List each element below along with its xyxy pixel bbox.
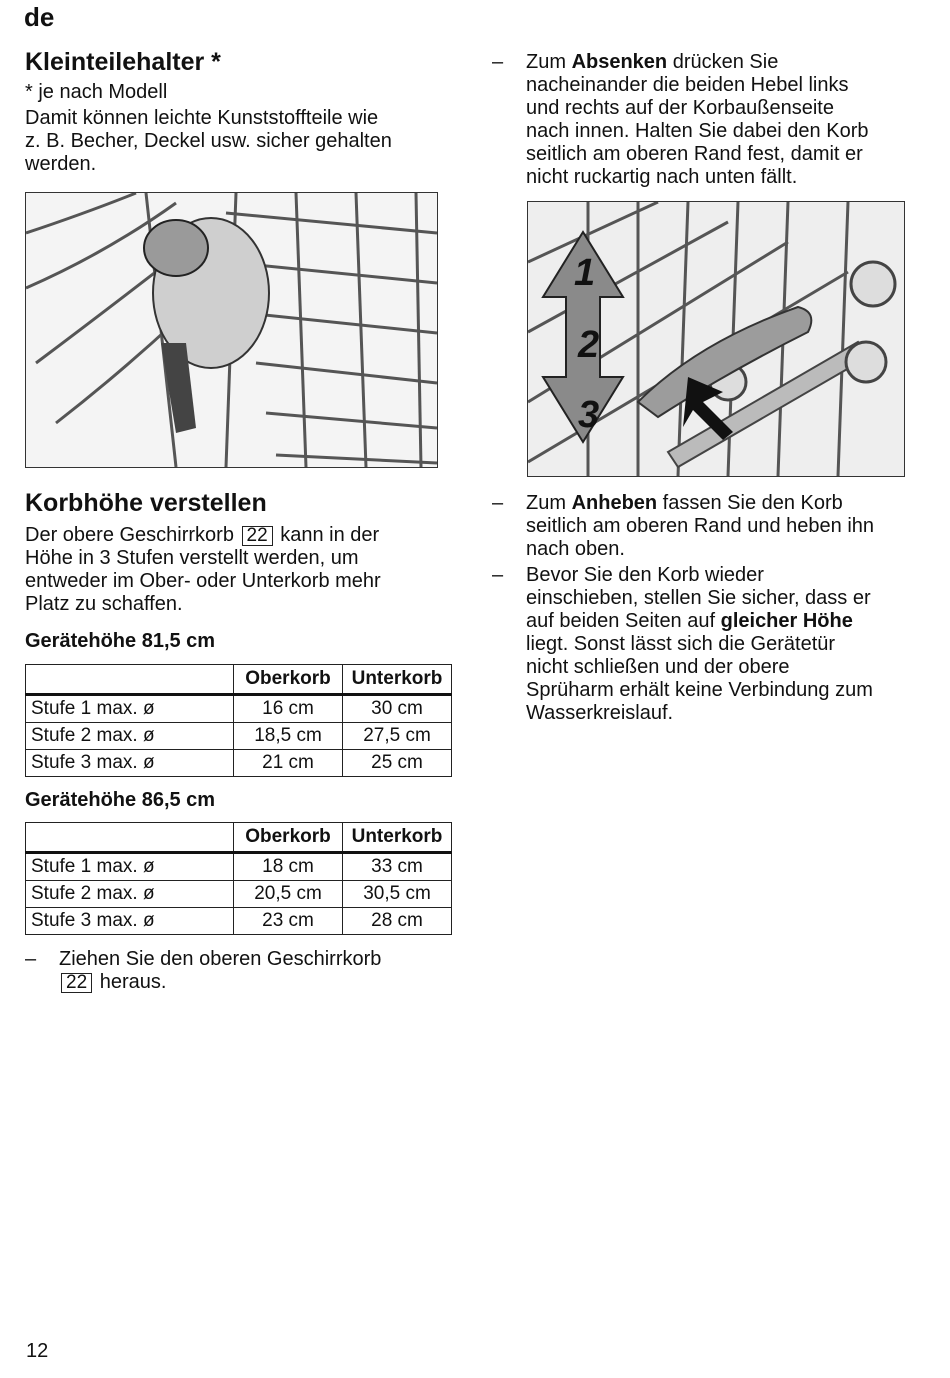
- table-header-cell: [26, 823, 234, 853]
- table-header-cell: Oberkorb: [234, 665, 343, 695]
- illustration-small-parts-holder: [25, 192, 438, 468]
- table-cell: 30,5 cm: [343, 881, 452, 908]
- text-run: Ziehen Sie den oberen Geschirrkorb: [59, 948, 382, 970]
- dash-bullet: –: [492, 51, 504, 73]
- description-line: werden.: [25, 153, 97, 175]
- text-run: nach oben.: [526, 538, 625, 560]
- page-number: 12: [26, 1340, 49, 1362]
- table-row: [26, 695, 452, 723]
- description-line: Damit können leichte Kunststoffteile wie: [25, 107, 379, 129]
- description-line: z. B. Becher, Deckel usw. sicher gehalten: [25, 130, 392, 152]
- model-note: * je nach Modell: [25, 81, 168, 103]
- list-item: [492, 564, 932, 725]
- text-run: liegt. Sonst lässt sich die Gerätetür: [526, 633, 836, 655]
- instruction-lower-basket: [492, 51, 922, 189]
- table-header-row: [26, 823, 452, 853]
- list-item: [25, 948, 465, 994]
- table-row: [26, 908, 452, 935]
- text-run: Zum: [526, 492, 572, 514]
- table-cell: 28 cm: [343, 908, 452, 935]
- text-run: Der obere Geschirrkorb: [25, 524, 240, 546]
- text-run: nach innen. Halten Sie dabei den Korb: [526, 120, 869, 142]
- table-row: [26, 853, 452, 881]
- step-label: 1: [574, 252, 596, 294]
- table-cell: Stufe 2 max. ø: [26, 723, 234, 750]
- basket-cup-drawing: [26, 193, 437, 467]
- table-cell: 25 cm: [343, 750, 452, 777]
- table-title: Gerätehöhe 81,5 cm: [25, 630, 216, 652]
- table-cell: 27,5 cm: [343, 723, 452, 750]
- table-cell: 16 cm: [234, 695, 343, 723]
- text-run: seitlich am oberen Rand fest, damit er: [526, 143, 863, 165]
- table-title: Gerätehöhe 86,5 cm: [25, 789, 216, 811]
- table-cell: 21 cm: [234, 750, 343, 777]
- description-line: entweder im Ober- oder Unterkorb mehr: [25, 570, 381, 592]
- table-header-cell: Oberkorb: [234, 823, 343, 853]
- bold-term: gleicher Höhe: [720, 610, 853, 632]
- table-cell: 20,5 cm: [234, 881, 343, 908]
- table-cell: Stufe 2 max. ø: [26, 881, 234, 908]
- text-run: nicht schließen und der obere: [526, 656, 790, 678]
- list-item: [492, 51, 922, 189]
- table-cell: Stufe 3 max. ø: [26, 908, 234, 935]
- table-header-cell: Unterkorb: [343, 665, 452, 695]
- text-run: Sprüharm erhält keine Verbindung zum: [526, 679, 873, 701]
- dash-bullet: –: [25, 948, 37, 970]
- table-row: [26, 750, 452, 777]
- table-header-cell: [26, 665, 234, 695]
- list-item: [492, 492, 932, 561]
- height-table-86-5: [25, 822, 452, 935]
- table-row: [26, 881, 452, 908]
- table-cell: Stufe 1 max. ø: [26, 853, 234, 881]
- text-run: nicht ruckartig nach unten fällt.: [526, 166, 798, 188]
- dash-bullet: –: [492, 564, 504, 586]
- bold-term: Absenken: [571, 51, 668, 73]
- text-run: kann in der: [274, 524, 380, 546]
- text-run: und rechts auf der Korbaußenseite: [526, 97, 834, 119]
- reference-number: 22: [61, 973, 92, 993]
- table-cell: Stufe 1 max. ø: [26, 695, 234, 723]
- text-run: seitlich am oberen Rand und heben ihn: [526, 515, 875, 537]
- text-run: fassen Sie den Korb: [657, 492, 843, 514]
- dash-bullet: –: [492, 492, 504, 514]
- table-cell: 18 cm: [234, 853, 343, 881]
- description-line: Höhe in 3 Stufen verstellt werden, um: [25, 547, 359, 569]
- illustration-height-adjust: [527, 201, 905, 477]
- table-header-row: [26, 665, 452, 695]
- table-cell: 18,5 cm: [234, 723, 343, 750]
- table-cell: 30 cm: [343, 695, 452, 723]
- instruction-raise-basket: [492, 492, 932, 725]
- table-cell: 33 cm: [343, 853, 452, 881]
- language-code: de: [24, 2, 55, 32]
- description-line: [25, 524, 465, 547]
- section-heading: Korbhöhe verstellen: [25, 489, 267, 517]
- step-label: 3: [578, 394, 600, 436]
- table-cell: Stufe 3 max. ø: [26, 750, 234, 777]
- text-run: einschieben, stellen Sie sicher, dass er: [526, 587, 871, 609]
- text-run: heraus.: [94, 971, 167, 993]
- text-run: auf beiden Seiten auf: [526, 610, 721, 632]
- table-row: [26, 723, 452, 750]
- text-run: Zum: [526, 51, 572, 73]
- step-label: 2: [578, 324, 600, 366]
- text-run: drücken Sie: [667, 51, 779, 73]
- section-korbhoehe: [25, 489, 465, 616]
- reference-number: 22: [242, 526, 273, 546]
- text-run: Wasserkreislauf.: [526, 702, 674, 724]
- bold-term: Anheben: [571, 492, 658, 514]
- text-run: nacheinander die beiden Hebel links: [526, 74, 849, 96]
- section-kleinteilehalter: [25, 48, 455, 176]
- table-cell: 23 cm: [234, 908, 343, 935]
- section-heading: Kleinteilehalter *: [25, 48, 221, 76]
- height-table-81-5: [25, 664, 452, 777]
- table-header-cell: Unterkorb: [343, 823, 452, 853]
- text-run: Bevor Sie den Korb wieder: [526, 564, 764, 586]
- instruction-pull-out: [25, 948, 465, 994]
- description-line: Platz zu schaffen.: [25, 593, 183, 615]
